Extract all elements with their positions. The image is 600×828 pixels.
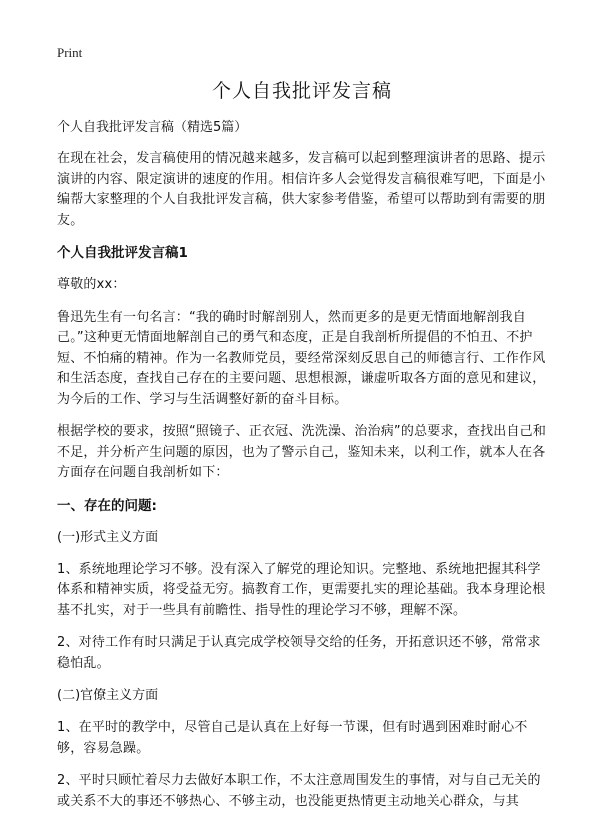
section-heading: 个人自我批评发言稿1 <box>57 245 188 261</box>
document-subtitle: 个人自我批评发言稿（精选5篇） <box>57 120 248 135</box>
intro-paragraph: 在现在社会，发言稿使用的情况越来越多，发言稿可以起到整理演讲者的思路、提示演讲的内容、限定演讲的速度的作用。相信许多人会觉得发言稿很难写吧，下面是小编帮大家整理的个人自我批评发言稿，供大家参考借鉴，希望可以帮助到有需要的朋友。 <box>57 151 546 228</box>
list-item: 1、系统地理论学习不够。没有深入了解党的理论知识。完整地、系统地把握其科学体系和精神实质，将受益无穷。搞教育工作，更需要扎实的理论基础。我本身理论根基不扎实，对于一些具有前瞻性、指导性的理论学习不够，理解不深。 <box>57 561 546 618</box>
sub-heading-formalism: (一)形式主义方面 <box>57 529 159 545</box>
body-paragraph: 鲁迅先生有一句名言：“我的确时时解剖别人，然而更多的是更无情面地解剖我自己。”这种更无情面地解剖自己的勇气和态度，正是自我剖析所提倡的不怕丑、不护短、不怕痛的精神。作为一名教师党员，要经常深刻反思自己的师德言行、工作作风和生活态度，查找自己存在的主要问题、思想根源，谦虚听取各方面的意见和建议，为今后的工作、学习与生活调整好新的奋斗目标。 <box>57 309 546 407</box>
document-body <box>57 78 547 824</box>
problems-heading: 一、存在的问题: <box>57 497 157 514</box>
list-item: 2、对待工作有时只满足于认真完成学校领导交给的任务，开拓意识还不够，常常求稳怕乱。 <box>57 635 541 671</box>
list-item: 1、在平时的教学中，尽管自己是认真在上好每一节课，但有时遇到困难时耐心不够，容易急躁。 <box>57 720 528 756</box>
sub-heading-bureaucracy: (二)官僚主义方面 <box>57 688 159 703</box>
document-title: 个人自我批评发言稿 <box>211 80 392 102</box>
print-link[interactable]: Print <box>57 45 83 60</box>
list-item: 2、平时只顾忙着尽力去做好本职工作，不太注意周围发生的事情，对与自己无关的或关系不大的事还不够热心、不够主动，也没能更热情更主动地关心群众，与其 <box>57 773 541 809</box>
body-paragraph: 根据学校的要求，按照“照镜子、正衣冠、洗洗澡、治治病”的总要求，查找出自己和不足，并分析产生问题的原因，也为了警示自己，鉴知未来，以利工作，就本人在各方面存在问题自我剖析如下： <box>57 424 547 480</box>
greeting: 尊敬的xx： <box>57 277 126 292</box>
